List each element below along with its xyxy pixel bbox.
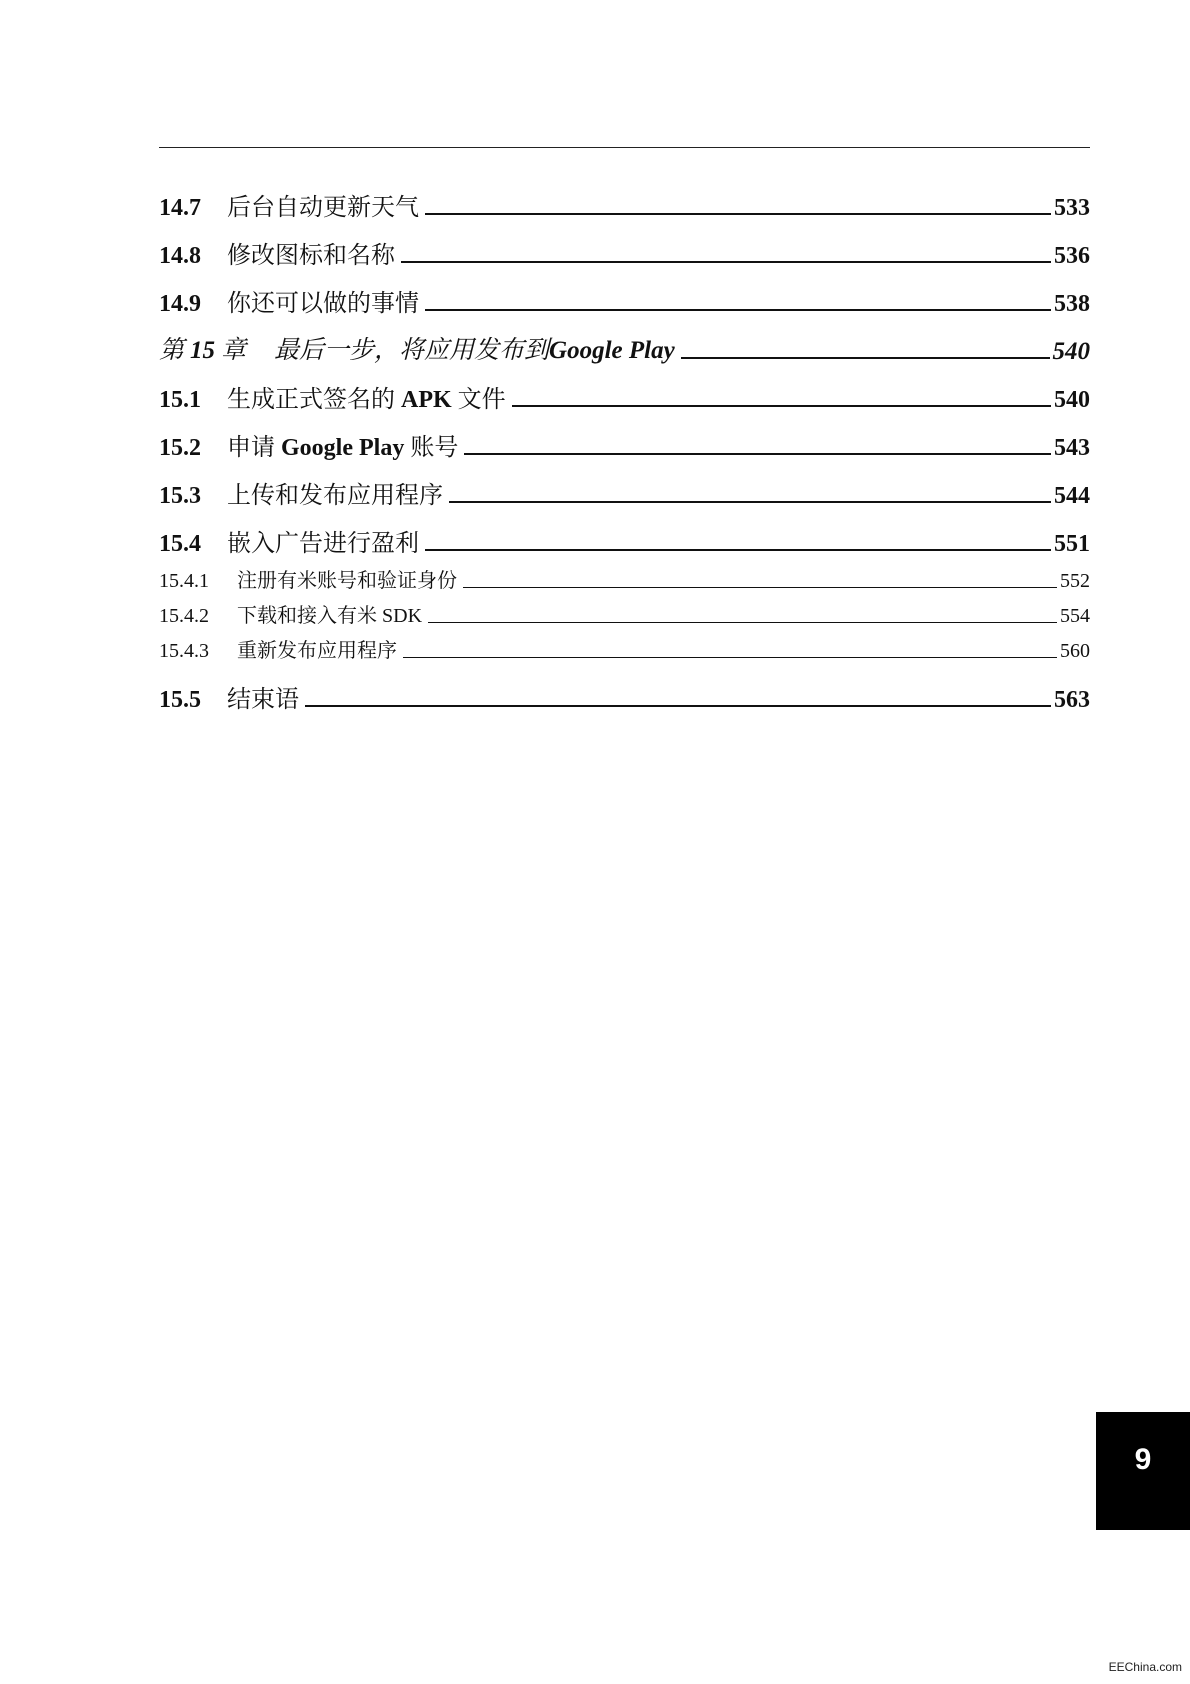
chapter-suffix: 章	[221, 337, 247, 364]
entry-title: 你还可以做的事情	[227, 291, 419, 317]
chapter-num: 15	[190, 337, 216, 364]
entry-title: 上传和发布应用程序	[227, 483, 443, 509]
entry-number: 15.4.1	[159, 570, 209, 592]
entry-page: 551	[1054, 531, 1090, 557]
entry-number: 15.4.3	[159, 640, 209, 662]
entry-title: 修改图标和名称	[227, 243, 395, 269]
entry-number: 15.4	[159, 531, 201, 557]
entry-page: 544	[1054, 483, 1090, 509]
page-number-tab	[1096, 1412, 1190, 1530]
toc-entry-15-2[interactable]	[159, 422, 1090, 462]
dot-leader	[449, 501, 1051, 503]
toc-entry-15-5[interactable]	[159, 674, 1090, 714]
entry-page: 543	[1054, 435, 1090, 461]
page-number: 9	[1134, 1443, 1152, 1476]
entry-title-tail: 账号	[410, 435, 459, 461]
dot-leader	[464, 453, 1051, 455]
dot-leader	[401, 261, 1051, 263]
toc-chapter-15[interactable]	[159, 326, 1090, 366]
toc-entry-14-7[interactable]	[159, 182, 1090, 222]
toc-entry-14-8[interactable]	[159, 230, 1090, 270]
dot-leader	[425, 549, 1051, 551]
toc-entry-15-4-3[interactable]	[159, 631, 1090, 663]
entry-page: 538	[1054, 291, 1090, 317]
entry-number: 15.1	[159, 387, 201, 413]
dot-leader	[425, 309, 1051, 311]
dot-leader	[681, 357, 1050, 359]
chapter-prefix: 第	[159, 337, 185, 364]
entry-title	[227, 379, 506, 414]
toc-entry-15-1[interactable]	[159, 374, 1090, 414]
toc-entry-14-9[interactable]	[159, 278, 1090, 318]
entry-page: 540	[1052, 338, 1090, 365]
entry-page: 552	[1060, 570, 1090, 592]
entry-title: 后台自动更新天气	[227, 195, 419, 221]
header-rule	[159, 147, 1090, 148]
dot-leader	[428, 622, 1057, 623]
entry-title: 结束语	[227, 687, 299, 713]
entry-title: 重新发布应用程序	[237, 640, 397, 662]
entry-page: 536	[1054, 243, 1090, 269]
entry-page: 540	[1054, 387, 1090, 413]
entry-page: 560	[1060, 640, 1090, 662]
dot-leader	[463, 587, 1057, 588]
entry-number: 15.4.2	[159, 605, 209, 627]
chapter-title-text: 最后一步，将应用发布到	[274, 337, 550, 364]
entry-page: 533	[1054, 195, 1090, 221]
toc-entry-15-4[interactable]	[159, 518, 1090, 558]
entry-title	[227, 427, 458, 462]
entry-title: 注册有米账号和验证身份	[237, 570, 457, 592]
chapter-title-bold: Google Play	[549, 337, 675, 364]
toc-entry-15-4-1[interactable]	[159, 561, 1090, 593]
entry-number: 14.7	[159, 195, 201, 221]
entry-title-bold: Google Play	[281, 435, 405, 461]
entry-number: 14.8	[159, 243, 201, 269]
entry-title: 嵌入广告进行盈利	[227, 531, 419, 557]
dot-leader	[403, 657, 1057, 658]
entry-title-tail: 文件	[457, 387, 506, 413]
entry-title-text: 生成正式签名的	[227, 387, 395, 413]
entry-number: 15.5	[159, 687, 201, 713]
entry-page: 554	[1060, 605, 1090, 627]
toc-entry-15-4-2[interactable]	[159, 596, 1090, 628]
dot-leader	[305, 705, 1051, 707]
entry-title-text: 申请	[227, 435, 275, 461]
watermark: EEChina.com	[1108, 1660, 1182, 1674]
entry-number: 14.9	[159, 291, 201, 317]
chapter-title	[274, 330, 675, 366]
entry-page: 563	[1054, 687, 1090, 713]
dot-leader	[425, 213, 1051, 215]
entry-title-bold: APK	[401, 387, 452, 413]
toc-entry-15-3[interactable]	[159, 470, 1090, 510]
dot-leader	[512, 405, 1051, 407]
chapter-number	[159, 330, 246, 366]
entry-number: 15.3	[159, 483, 201, 509]
entry-title: 下载和接入有米 SDK	[237, 605, 423, 627]
entry-number: 15.2	[159, 435, 201, 461]
